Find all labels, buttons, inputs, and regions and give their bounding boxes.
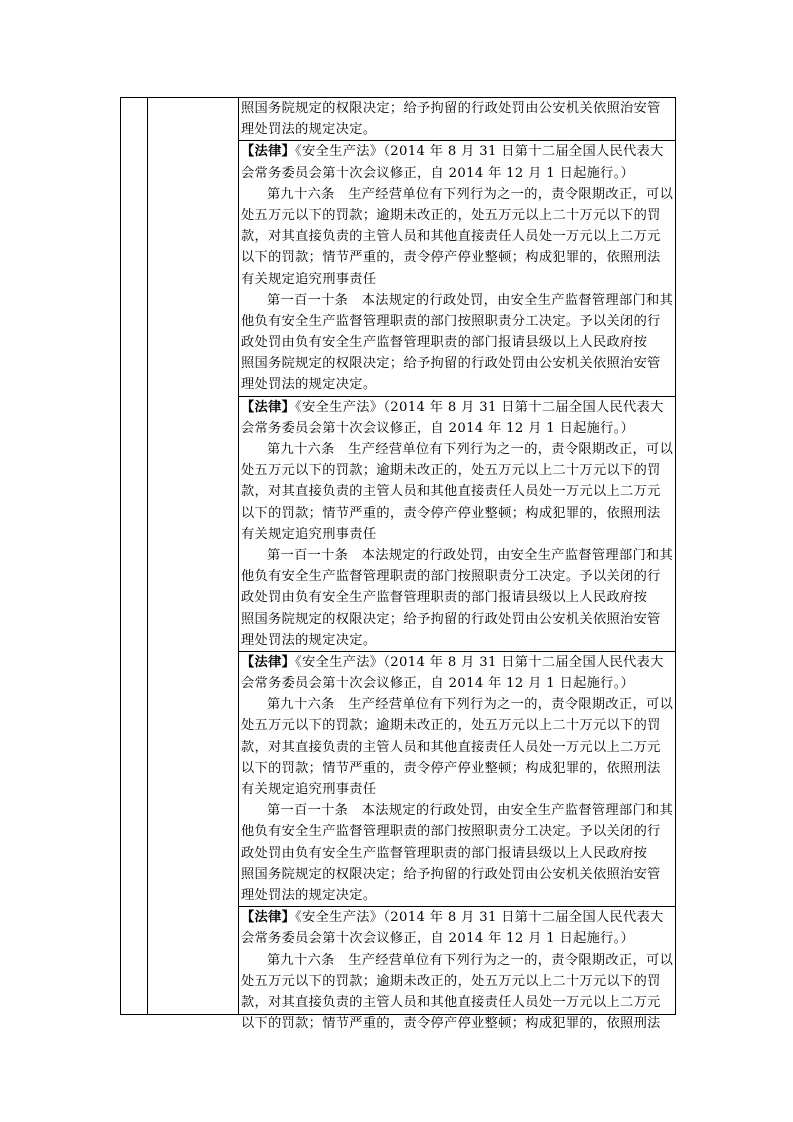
law-text-line: 理处罚法的规定决定。 <box>241 632 377 648</box>
law-text-line: 政处罚由负有安全生产监督管理职责的部门报请县级以上人民政府按 <box>241 845 648 861</box>
law-cell-block <box>239 906 675 1034</box>
law-label: 【法律】 <box>241 654 296 670</box>
law-text-line: 第一百一十条 本法规定的行政处罚，由安全生产监督管理部门和其 <box>267 547 674 563</box>
law-text-line: 政处罚由负有安全生产监督管理职责的部门报请县级以上人民政府按 <box>241 335 648 351</box>
law-text-line: 有关规定追究刑事责任 <box>241 271 377 287</box>
law-text-line: 款，对其直接负责的主管人员和其他直接责任人员处一万元以上二万元 <box>241 994 661 1010</box>
law-text-line: 他负有安全生产监督管理职责的部门按照职责分工决定。予以关闭的行 <box>241 569 661 585</box>
law-text-line: 第九十六条 生产经营单位有下列行为之一的，责令限期改正，可以 <box>267 697 674 713</box>
law-citation-text: 《安全生产法》（2014 年 8 月 31 日第十二届全国人民代表大 <box>295 144 664 160</box>
law-text-line: 处五万元以下的罚款；逾期未改正的，处五万元以上二十万元以下的罚 <box>241 973 661 989</box>
law-text-line: 款，对其直接负责的主管人员和其他直接责任人员处一万元以上二万元 <box>241 484 661 500</box>
law-label: 【法律】 <box>241 910 296 926</box>
law-text-line: 款，对其直接负责的主管人员和其他直接责任人员处一万元以上二万元 <box>241 739 661 755</box>
law-citation-line <box>241 397 673 418</box>
law-label: 【法律】 <box>241 399 296 415</box>
law-citation-line <box>241 141 673 162</box>
law-text-line: 处五万元以下的罚款；逾期未改正的，处五万元以上二十万元以下的罚 <box>241 718 661 734</box>
law-text-line: 会常务委员会第十次会议修正，自 2014 年 12 月 1 日起施行。） <box>241 676 635 692</box>
law-text-line: 以下的罚款；情节严重的，责令停产停业整顿；构成犯罪的，依照刑法 <box>241 1016 661 1032</box>
law-text-line: 款，对其直接负责的主管人员和其他直接责任人员处一万元以上二万元 <box>241 229 661 245</box>
law-text-line: 第九十六条 生产经营单位有下列行为之一的，责令限期改正，可以 <box>267 442 674 457</box>
law-text-line: 处五万元以下的罚款；逾期未改正的，处五万元以上二十万元以下的罚 <box>241 207 661 223</box>
law-text-line: 政处罚由负有安全生产监督管理职责的部门报请县级以上人民政府按 <box>241 590 648 606</box>
law-text-line: 会常务委员会第十次会议修正，自 2014 年 12 月 1 日起施行。） <box>241 420 635 436</box>
law-text-line: 照国务院规定的权限决定；给予拘留的行政处罚由公安机关依照治安管 <box>241 356 661 372</box>
law-text-line: 他负有安全生产监督管理职责的部门按照职责分工决定。予以关闭的行 <box>241 824 661 840</box>
law-cell-block <box>239 396 675 651</box>
law-text-line: 他负有安全生产监督管理职责的部门按照职责分工决定。予以关闭的行 <box>241 313 661 329</box>
law-table <box>120 97 676 1032</box>
law-text-line: 照国务院规定的权限决定；给予拘留的行政处罚由公安机关依照治安管 <box>241 611 661 627</box>
law-label: 【法律】 <box>241 144 296 160</box>
law-text-column <box>239 98 675 1032</box>
law-text-line: 理处罚法的规定决定。 <box>241 122 377 138</box>
law-citation-text: 《安全生产法》（2014 年 8 月 31 日第十二届全国人民代表大 <box>295 910 664 926</box>
law-text-line: 以下的罚款；情节严重的，责令停产停业整顿；构成犯罪的，依照刑法 <box>241 505 661 521</box>
law-text-line: 理处罚法的规定决定。 <box>241 887 377 903</box>
column-divider-1 <box>147 98 148 1014</box>
law-text-line: 会常务委员会第十次会议修正，自 2014 年 12 月 1 日起施行。） <box>241 931 635 947</box>
law-text-line: 有关规定追究刑事责任 <box>241 782 377 797</box>
law-cell-block <box>239 98 675 140</box>
law-text-line: 会常务委员会第十次会议修正，自 2014 年 12 月 1 日起施行。） <box>241 165 635 181</box>
law-citation-text: 《安全生产法》（2014 年 8 月 31 日第十二届全国人民代表大 <box>295 399 664 415</box>
law-text-line: 处五万元以下的罚款；逾期未改正的，处五万元以上二十万元以下的罚 <box>241 463 661 479</box>
law-citation-line <box>241 907 673 928</box>
law-text-line: 第一百一十条 本法规定的行政处罚，由安全生产监督管理部门和其 <box>267 292 674 308</box>
law-citation-line <box>241 652 673 673</box>
law-text-line: 理处罚法的规定决定。 <box>241 377 377 393</box>
law-text-line: 第九十六条 生产经营单位有下列行为之一的，责令限期改正，可以 <box>267 186 674 202</box>
law-cell-block <box>239 651 675 906</box>
law-citation-text: 《安全生产法》（2014 年 8 月 31 日第十二届全国人民代表大 <box>295 654 664 670</box>
law-text-line: 照国务院规定的权限决定；给予拘留的行政处罚由公安机关依照治安管 <box>241 866 661 882</box>
law-text-line: 有关规定追究刑事责任 <box>241 526 377 542</box>
law-text-line: 照国务院规定的权限决定；给予拘留的行政处罚由公安机关依照治安管 <box>241 101 661 116</box>
law-cell-block <box>239 140 675 395</box>
law-text-line: 第九十六条 生产经营单位有下列行为之一的，责令限期改正，可以 <box>267 952 674 968</box>
law-text-line: 以下的罚款；情节严重的，责令停产停业整顿；构成犯罪的，依照刑法 <box>241 760 661 776</box>
law-text-line: 第一百一十条 本法规定的行政处罚，由安全生产监督管理部门和其 <box>267 803 674 819</box>
law-text-line: 以下的罚款；情节严重的，责令停产停业整顿；构成犯罪的，依照刑法 <box>241 250 661 266</box>
